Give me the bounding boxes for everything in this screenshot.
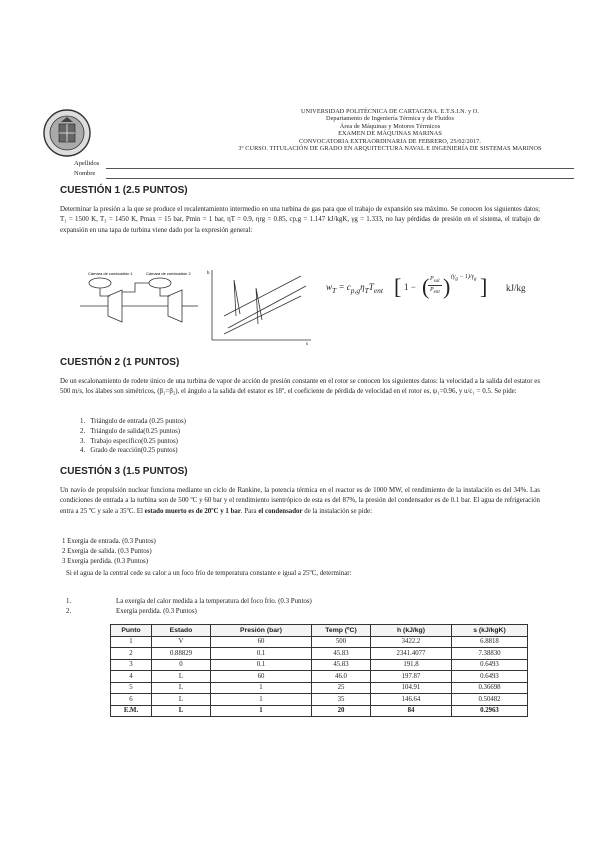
table-cell: 0.2963 <box>452 705 528 717</box>
expansion-work-formula: $w_T = c_{p,g}\eta_TT_{ent}$ [ 1 − ( $P_{sal}$ $P_{ent}$ ) $(\gamma_g - 1)/\gamma_g$ ] kJ/kg <box>326 274 526 299</box>
q2-title: CUESTIÓN 2 (1 PUNTOS) <box>60 357 180 368</box>
list-item: 3. Trabajo específico(0.25 puntos) <box>80 437 178 445</box>
q3-text: Un navío de propulsión nuclear funciona mediante un ciclo de Rankine, la potencia térmica en el reactor es de 1000 MW, el rendimiento de la instalación es del 34%. Las condiciones de entrada a la turbina son de 500 ºC y 60 bar y el rendimiento isentrópico de esta es del 87%, la presión del condensador es de 0.1 bar. El agua de refrigeración entra a 25 ºC y sale a 35ºC. El estado muerto es de 20ºC y 1 bar. Para el condensador de la instalación se pide: <box>60 487 540 515</box>
list-item: 3 Exergía perdida. (0.3 Puntos) <box>62 557 148 565</box>
header-line: Área de Máquinas y Motores Térmicos <box>339 122 441 130</box>
table-cell: 5 <box>111 682 152 694</box>
apellidos-line <box>106 168 574 169</box>
formula-lhs: w <box>326 282 333 292</box>
table-cell: 60 <box>211 671 312 683</box>
header-line: 3º CURSO. TITULACIÓN DE GRADO EN ARQUITECTURA NAVAL E INGENIERÍA DE SISTEMAS MARINOS <box>238 145 542 153</box>
cam1-label: Cámara de combustión 1 <box>88 271 133 276</box>
col-header: s (kJ/kgK) <box>452 625 528 637</box>
table-cell: 146.64 <box>371 694 452 706</box>
table-cell: 7.38830 <box>452 648 528 660</box>
apellidos-label: Apellidos <box>74 160 100 167</box>
table-cell: 46.0 <box>312 671 371 683</box>
q3-sub-list <box>66 597 312 617</box>
rankine-states-table <box>110 624 528 717</box>
table-cell: L <box>152 682 211 694</box>
table-cell: 1 <box>111 636 152 648</box>
exam-header <box>200 108 580 152</box>
cam2-label: Cámara de combustión 2 <box>146 271 191 276</box>
col-header: Temp (ºC) <box>312 625 371 637</box>
list-item: 2. Exergía perdida. (0.3 Puntos) <box>66 607 197 615</box>
header-line: CONVOCATORIA EXTRAORDINARIA DE FEBRERO, 25/02/2017. <box>298 137 482 145</box>
table-cell: V <box>152 636 211 648</box>
header-line: EXAMEN DE MÁQUINAS MARINAS <box>338 130 442 138</box>
table-cell: L <box>152 671 211 683</box>
q3-title: CUESTIÓN 3 (1.5 PUNTOS) <box>60 466 188 477</box>
table-row <box>111 694 528 706</box>
table-cell: 0.1 <box>211 648 312 660</box>
table-cell: 2 <box>111 648 152 660</box>
table-cell: 0.6493 <box>452 671 528 683</box>
nombre-label: Nombre <box>74 170 96 177</box>
q2-list <box>80 417 186 456</box>
table-cell: E.M. <box>111 705 152 717</box>
header-line: UNIVERSIDAD POLITÉCNICA DE CARTAGENA. E.T.S.I.N. y O. <box>300 108 480 115</box>
h-axis-label: h <box>207 271 210 276</box>
table-cell: 0.1 <box>211 659 312 671</box>
q1-text: Determinar la presión a la que se produce el recalentamiento intermedio en una turbina de gas para que el trabajo de expansión sea máximo. Se conocen los siguientes datos; T₁ = 1500 K, T₃ = 1450 K, Pmax = 15 bar, Pmin = 1 bar, ηT = 0.9, ηrg = 0.85, cp,g = 1.147 kJ/kgK, γg = 1.333, no hay pérdidas de presión en el sistema, el trabajo de expansión en una tapa de turbina viene dado por la expresión general: <box>60 206 540 234</box>
table-row <box>111 705 528 717</box>
table-cell: 25 <box>312 682 371 694</box>
table-row <box>111 682 528 694</box>
table-row <box>111 659 528 671</box>
table-cell: L <box>152 705 211 717</box>
col-header: h (kJ/kg) <box>371 625 452 637</box>
table-cell: 20 <box>312 705 371 717</box>
table-cell: 0.6493 <box>452 659 528 671</box>
list-item: 4. Grado de reacción(0.25 puntos) <box>80 447 178 455</box>
table-row <box>111 636 528 648</box>
table-cell: 3 <box>111 659 152 671</box>
formula-unit: kJ/kg <box>506 283 526 293</box>
q1-title: CUESTIÓN 1 (2.5 PUNTOS) <box>60 185 188 196</box>
table-cell: 0.50482 <box>452 694 528 706</box>
table-cell: 0.36698 <box>452 682 528 694</box>
col-header: Presión (bar) <box>211 625 312 637</box>
list-item: 2. Triángulo de salida(0.25 puntos) <box>80 427 181 435</box>
table-cell: 0 <box>152 659 211 671</box>
table-cell: 6 <box>111 694 152 706</box>
col-header: Estado <box>152 625 211 637</box>
table-cell: 45.83 <box>312 648 371 660</box>
table-row <box>111 671 528 683</box>
nombre-line <box>106 178 574 179</box>
table-cell: 35 <box>312 694 371 706</box>
list-item: 2 Exergía de salida. (0.3 Puntos) <box>62 547 152 555</box>
table-cell: 1 <box>211 682 312 694</box>
table-cell: L <box>152 694 211 706</box>
table-cell: 60 <box>211 636 312 648</box>
table-cell: 500 <box>312 636 371 648</box>
table-header-row <box>111 625 528 637</box>
q3-list <box>62 537 156 566</box>
table-cell: 84 <box>371 705 452 717</box>
table-cell: 45.83 <box>312 659 371 671</box>
table-cell: 1 <box>211 705 312 717</box>
table-cell: 6.8818 <box>452 636 528 648</box>
turbine-schematic <box>80 266 200 341</box>
header-line: Departamento de Ingeniería Térmica y de Fluidos <box>326 115 454 123</box>
q2-text: De un escalonamiento de rodete único de una turbina de vapor de acción de presión constante en el rotor se conocen los siguientes datos: la velocidad a la salida del estator es 500 m/s, los álabes son simétricos, (β₁=β₂), el ángulo a la salida del estator es 18º, el coeficiente de pérdida de velocidad en el rotor es, ψ₁=0.96, y u/c₁ = 0.5. Se pide: <box>60 378 540 396</box>
q3-sub-intro: Si el agua de la central cede su calor a un foco frío de temperatura constante e igual a 25ºC, determinar: <box>66 570 352 577</box>
col-header: Punto <box>111 625 152 637</box>
s-axis-label: s <box>306 342 308 346</box>
list-item: 1. La exergía del calor medida a la temperatura del foco frío. (0.3 Puntos) <box>66 598 312 605</box>
table-cell: 191.8 <box>371 659 452 671</box>
list-item: 1 Exergía de entrada. (0.3 Puntos) <box>62 538 156 545</box>
table-cell: 197.87 <box>371 671 452 683</box>
table-cell: 4 <box>111 671 152 683</box>
list-item: 1. Triángulo de entrada (0.25 puntos) <box>80 418 186 425</box>
table-cell: 104.91 <box>371 682 452 694</box>
table-cell: 2341.4077 <box>371 648 452 660</box>
table-row <box>111 648 528 660</box>
table-cell: 0.88829 <box>152 648 211 660</box>
table-cell: 3422.2 <box>371 636 452 648</box>
hs-diagram <box>206 266 316 346</box>
table-cell: 1 <box>211 694 312 706</box>
university-seal <box>42 108 92 158</box>
